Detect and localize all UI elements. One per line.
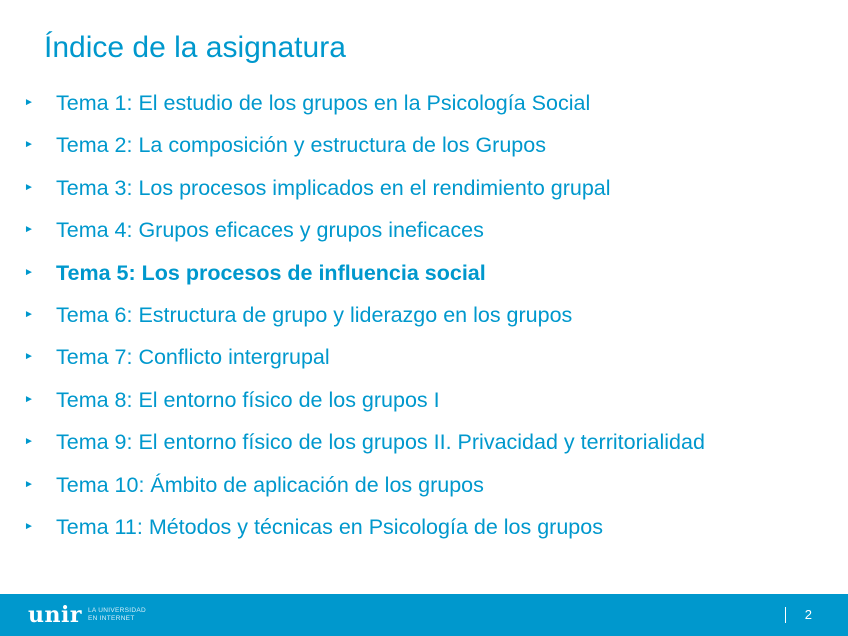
bullet-arrow-icon: ►: [24, 308, 34, 320]
topic-label: Tema 6: Estructura de grupo y liderazgo en los grupos: [56, 302, 573, 327]
topic-item-7: [0, 336, 848, 378]
logo-wordmark: unir: [28, 602, 82, 628]
logo-tagline-line-1: LA UNIVERSIDAD: [87, 607, 146, 614]
footer-bar: [0, 594, 848, 636]
bullet-arrow-icon: ►: [24, 266, 34, 278]
topic-label: Tema 4: Grupos eficaces y grupos ineficaces: [56, 218, 484, 243]
topic-label: Tema 11: Métodos y técnicas en Psicología de los grupos: [56, 514, 603, 539]
topic-label: Tema 10: Ámbito de aplicación de los grupos: [56, 472, 484, 497]
bullet-arrow-icon: ►: [24, 393, 34, 405]
topic-item-9: [0, 421, 848, 463]
topic-list: [0, 82, 848, 548]
bullet-arrow-icon: ►: [24, 97, 34, 108]
slide-title: Índice de la asignatura: [44, 31, 346, 64]
page-number-divider: [785, 607, 786, 623]
topic-label: Tema 9: El entorno físico de los grupos II. Privacidad y territorialidad: [56, 430, 705, 455]
topic-label: Tema 7: Conflicto intergrupal: [56, 345, 330, 370]
topic-item-4: [0, 209, 848, 251]
topic-label: Tema 1: El estudio de los grupos en la Psicología Social: [56, 91, 591, 115]
topic-item-3: [0, 167, 848, 209]
topic-item-6: [0, 294, 848, 336]
bullet-arrow-icon: ►: [24, 478, 34, 490]
topic-label-current: Tema 5: Los procesos de influencia social: [56, 260, 486, 285]
topic-item-2: [0, 124, 848, 166]
unir-logo: [28, 602, 146, 628]
topic-label: Tema 3: Los procesos implicados en el rendimiento grupal: [56, 175, 611, 200]
topic-label: Tema 8: El entorno físico de los grupos I: [56, 387, 440, 412]
bullet-arrow-icon: ►: [24, 139, 34, 151]
topic-item-5-current: [0, 252, 848, 294]
bullet-arrow-icon: ►: [24, 181, 34, 193]
topic-item-1: [0, 82, 848, 124]
topic-item-11: [0, 506, 848, 548]
topic-item-10: [0, 464, 848, 506]
bullet-arrow-icon: ►: [24, 224, 34, 236]
logo-tagline: [88, 607, 146, 623]
bullet-arrow-icon: ►: [24, 520, 34, 532]
topic-item-8: [0, 379, 848, 421]
topic-label: Tema 2: La composición y estructura de los Grupos: [56, 133, 546, 158]
bullet-arrow-icon: ►: [24, 351, 34, 363]
page-number: 2: [804, 607, 812, 622]
logo-tagline-line-2: EN INTERNET: [87, 615, 135, 622]
bullet-arrow-icon: ►: [24, 436, 34, 448]
